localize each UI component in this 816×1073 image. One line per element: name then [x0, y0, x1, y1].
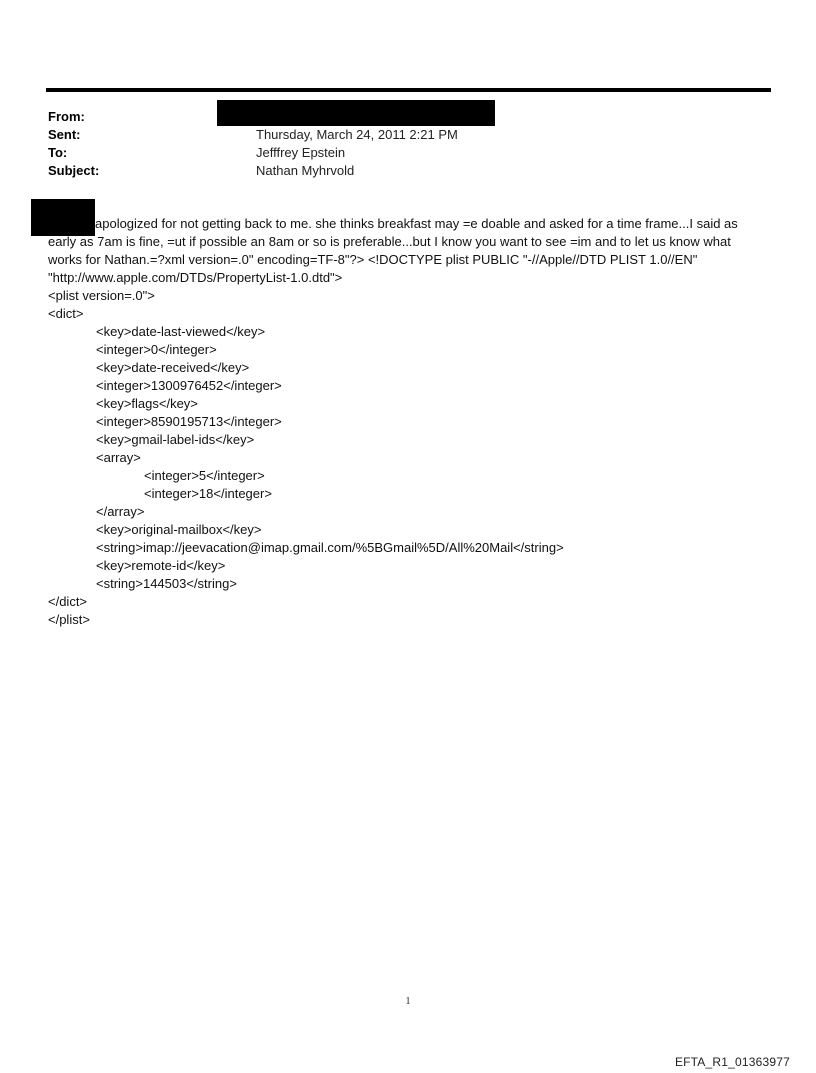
body-line: apologized for not getting back to me. she thinks breakfast may =e doable and asked for a time frame...I said as	[95, 216, 738, 231]
sent-label: Sent:	[48, 127, 81, 142]
email-header	[48, 108, 768, 180]
header-row-to	[48, 144, 768, 162]
body-line: early as 7am is fine, =ut if possible an 8am or so is preferable...but I know you want to see =im and to let us know what	[48, 234, 731, 249]
page-number: 1	[405, 996, 411, 1007]
subject-label: Subject:	[48, 163, 100, 178]
subject-value: Nathan Myhrvold	[256, 163, 355, 178]
plist-line: </dict>	[48, 594, 88, 609]
plist-line: <integer>8590195713</integer>	[96, 414, 282, 429]
body-line: works for Nathan.=?xml version=.0" encoding=TF-8"?> <!DOCTYPE plist PUBLIC "-//Apple//DTD PLIST 1.0//EN"	[48, 252, 698, 267]
header-row-sent	[48, 126, 768, 144]
plist-line: <array>	[96, 450, 141, 465]
plist-line: <dict>	[48, 306, 84, 321]
bates-number: EFTA_R1_01363977	[674, 1055, 790, 1069]
plist-line: <string>imap://jeevacation@imap.gmail.com/%5BGmail%5D/All%20Mail</string>	[96, 540, 564, 555]
sent-value: Thursday, March 24, 2011 2:21 PM	[256, 127, 458, 142]
plist-line: <key>date-received</key>	[96, 360, 250, 375]
to-label: To:	[48, 145, 68, 160]
plist-line: <integer>1300976452</integer>	[96, 378, 282, 393]
plist-line: </array>	[96, 504, 145, 519]
plist-line: <string>144503</string>	[96, 576, 237, 591]
header-row-subject	[48, 162, 768, 180]
plist-line: </plist>	[48, 612, 90, 627]
email-body	[48, 215, 773, 629]
header-row-from	[48, 108, 768, 126]
plist-line: <integer>5</integer>	[144, 468, 265, 483]
from-label: From:	[48, 109, 85, 124]
plist-line: <integer>0</integer>	[96, 342, 217, 357]
plist-line: <key>remote-id</key>	[96, 558, 226, 573]
plist-line: <integer>18</integer>	[144, 486, 272, 501]
plist-line: <key>gmail-label-ids</key>	[96, 432, 255, 447]
header-top-rule	[46, 88, 771, 92]
body-line: "http://www.apple.com/DTDs/PropertyList-1.0.dtd">	[48, 270, 343, 285]
plist-line: <key>flags</key>	[96, 396, 198, 411]
plist-line: <plist version=.0">	[48, 288, 155, 303]
to-value: Jefffrey Epstein	[256, 145, 346, 160]
plist-line: <key>original-mailbox</key>	[96, 522, 262, 537]
plist-line: <key>date-last-viewed</key>	[96, 324, 266, 339]
